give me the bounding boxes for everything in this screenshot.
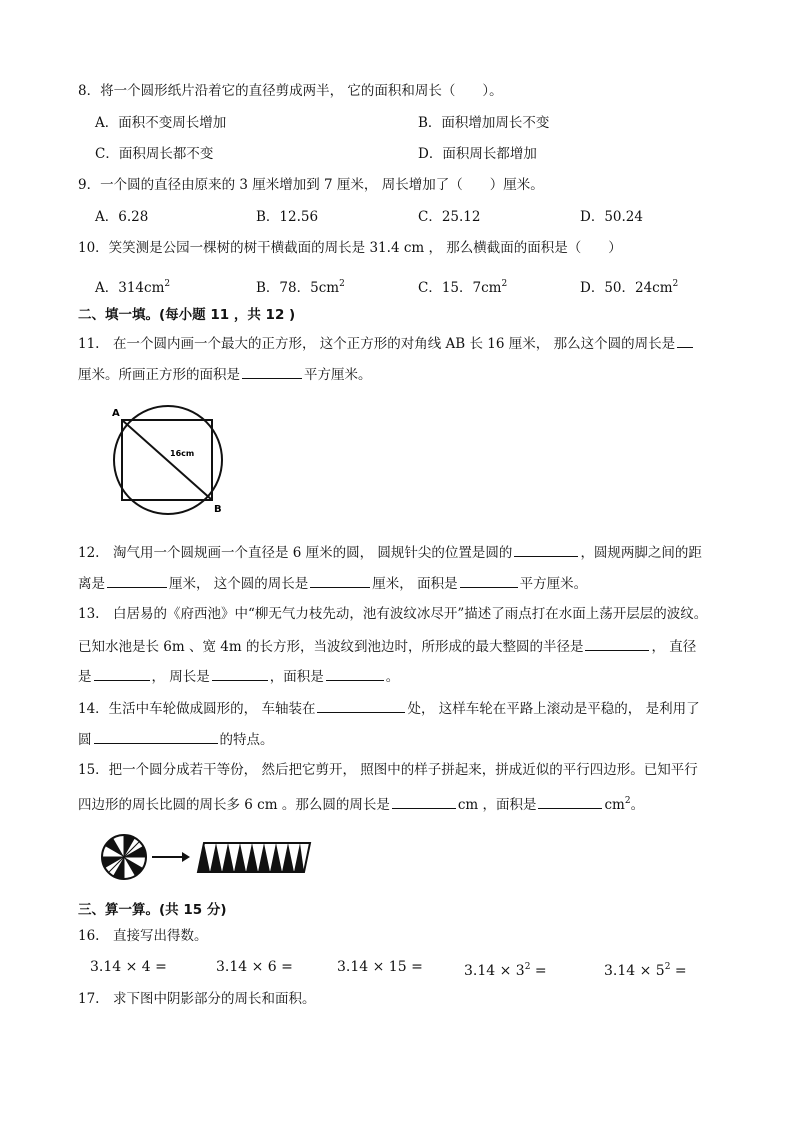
q16-stem: 16. 直接写出得数。 xyxy=(78,928,208,944)
q13-line3: 是 ， 周长是 ，面积是 。 xyxy=(78,665,399,687)
q15-line1: 15．把一个圆分成若干等份， 然后把它剪开， 照图中的样子拼起来，拼成近似的平行四边形。已知平行 xyxy=(78,762,698,778)
q12-blank-1[interactable] xyxy=(514,541,578,557)
q9-option-b: B．12.56 xyxy=(256,209,319,225)
q10-option-a: A．$314cm^2$ xyxy=(95,279,171,296)
q12-line1: 12. 淘气用一个圆规画一个直径是 6 厘米的圆， 圆规针尖的位置是圆的 ，圆规两脚之间的距 xyxy=(78,541,702,563)
q14-line1: 14．生活中车轮做成圆形的， 车轴装在 处， 这样车轮在平路上滚动是平稳的， 是利用了 xyxy=(78,697,700,719)
q13-blank-1[interactable] xyxy=(585,635,649,651)
q8-stem: 8．将一个圆形纸片沿着它的直径剪成两半， 它的面积和周长（ ）。 xyxy=(78,83,503,99)
q11-figure xyxy=(100,402,240,518)
q10-stem: 10．笑笑测是公园一棵树的树干横截面的周长是 31.4 cm ， 那么横截面的面积是（ ） xyxy=(78,240,622,256)
q15-line2: 四边形的周长比圆的周长多 6 cm 。那么圆的周长是 cm ，面积是 $cm^2$。 xyxy=(78,791,644,815)
q12-blank-3[interactable] xyxy=(310,572,370,588)
q14-blank-2[interactable] xyxy=(94,728,218,744)
q13-line2: 已知水池是长 6m 、宽 4m 的长方形，当波纹到池边时，所形成的最大整圆的半径是 ， 直径 xyxy=(78,635,696,657)
q8-option-d: D．面积周长都增加 xyxy=(418,146,537,162)
q12-blank-4[interactable] xyxy=(460,572,518,588)
q13-line1: 13. 白居易的《府西池》中“柳无气力枝先动，池有波纹冰尽开”描述了雨点打在水面上荡开层层的波纹。 xyxy=(78,606,708,622)
q15-divided-circle xyxy=(102,835,146,879)
q14-blank-1[interactable] xyxy=(317,697,405,713)
q13-blank-3[interactable] xyxy=(212,665,268,681)
q8-option-c: C．面积周长都不变 xyxy=(95,146,214,162)
section-3-title: 三、算一算。(共 15 分) xyxy=(78,902,227,918)
q16-expr-3: 3.14 × 15 = xyxy=(337,959,423,975)
q11-blank-1[interactable] xyxy=(677,332,693,348)
arrow-icon xyxy=(152,852,190,862)
q13-blank-4[interactable] xyxy=(326,665,384,681)
q14-line2: 圆 的特点。 xyxy=(78,728,274,750)
section-2-title: 二、填一填。(每小题 11 ，共 12 ) xyxy=(78,307,296,323)
q16-expr-5: $3.14 \times 5^2$ = xyxy=(604,962,687,979)
q9-option-d: D．50.24 xyxy=(580,209,643,225)
q16-expr-2: 3.14 × 6 = xyxy=(216,959,293,975)
q11-line2: 厘米。所画正方形的面积是 平方厘米。 xyxy=(78,363,372,385)
q15-blank-1[interactable] xyxy=(392,793,456,809)
q10-option-d: D．50．$24cm^2$ xyxy=(580,279,679,296)
q15-parallelogram xyxy=(198,843,310,872)
q11-label-a: A xyxy=(112,408,120,419)
q8-option-a: A．面积不变周长增加 xyxy=(95,115,227,131)
q11-label-length: 16cm xyxy=(170,449,195,458)
q12-blank-2[interactable] xyxy=(107,572,167,588)
q9-stem: 9．一个圆的直径由原来的 3 厘米增加到 7 厘米， 周长增加了（ ）厘米。 xyxy=(78,177,544,193)
q16-expr-4: $3.14 \times 3^2$ = xyxy=(464,962,547,979)
q16-expr-1: 3.14 × 4 = xyxy=(90,959,167,975)
q9-option-c: C．25.12 xyxy=(418,209,481,225)
q17-stem: 17. 求下图中阴影部分的周长和面积。 xyxy=(78,991,316,1007)
q10-option-b: B．78．$5cm^2$ xyxy=(256,279,345,296)
q12-line2: 离是 厘米， 这个圆的周长是 厘米， 面积是 平方厘米。 xyxy=(78,572,587,594)
q9-option-a: A．6.28 xyxy=(95,209,149,225)
q13-blank-2[interactable] xyxy=(94,665,150,681)
q15-figure xyxy=(100,832,312,884)
q11-blank-2[interactable] xyxy=(242,363,302,379)
q11-line1: 11. 在一个圆内画一个最大的正方形， 这个正方形的对角线 AB 长 16 厘米， 那么这个圆的周长是 xyxy=(78,332,695,354)
q8-option-b: B．面积增加周长不变 xyxy=(418,115,550,131)
q15-blank-2[interactable] xyxy=(538,793,602,809)
q11-label-b: B xyxy=(214,504,222,515)
q10-option-c: C．15．$7cm^2$ xyxy=(418,279,508,296)
